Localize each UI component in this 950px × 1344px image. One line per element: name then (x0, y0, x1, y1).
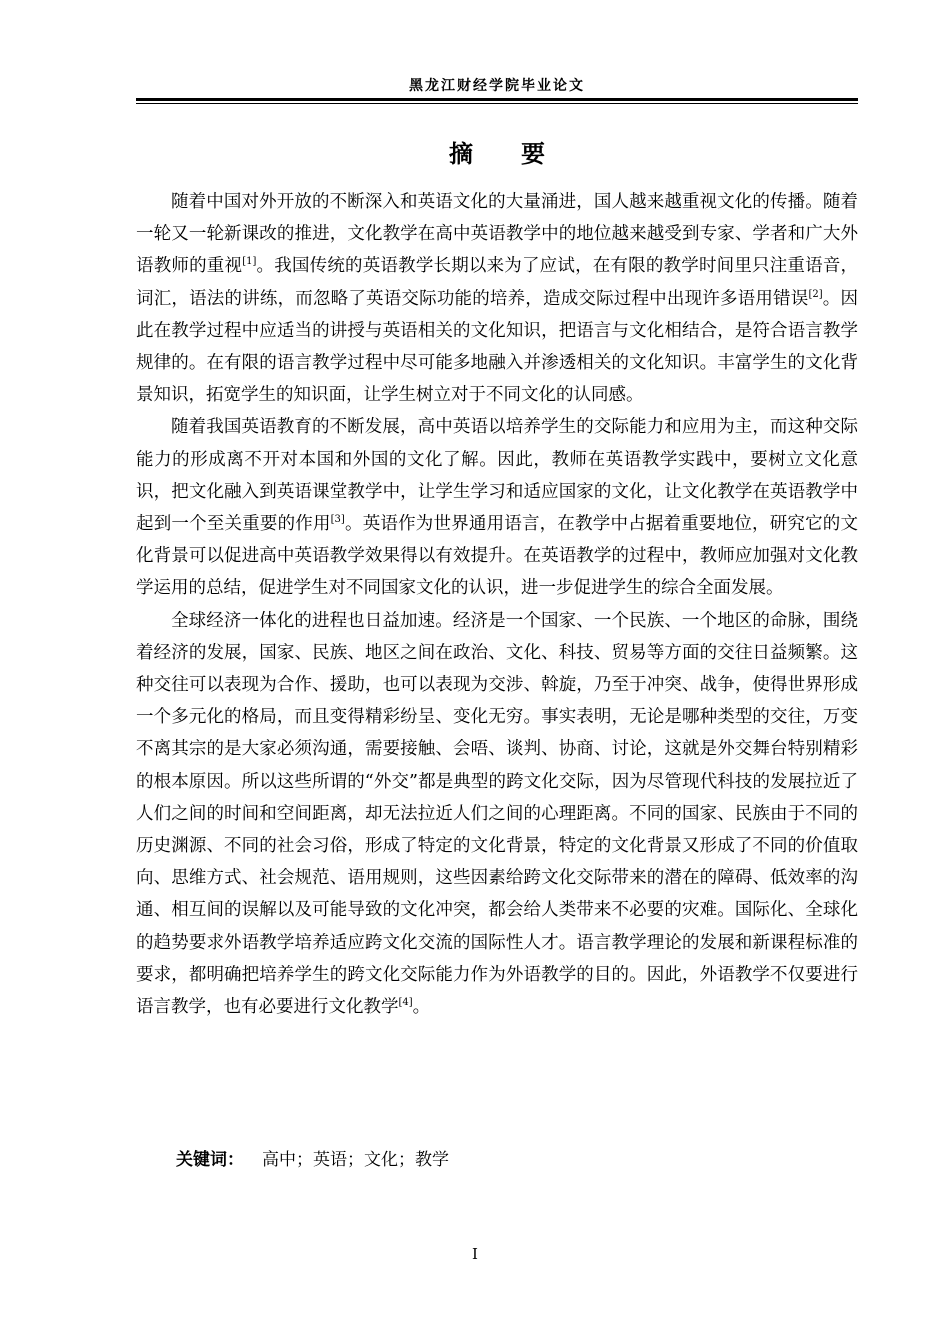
abstract-paragraph (136, 605, 858, 1024)
keyword-separator: ； (398, 1150, 415, 1170)
citation-marker: [4] (398, 997, 413, 1009)
citation-marker: [1] (242, 256, 257, 268)
keywords-line (176, 1146, 449, 1174)
keywords-values (262, 1150, 449, 1170)
abstract-body (136, 186, 858, 1023)
paragraph-text: 随着我国英语教育的不断发展，高中英语以培养学生的交际能力和应用为主，而这种交际能力的形成离不开对本国和外国的文化了解。因此，教师在英语教学实践中，要树立文化意识，把文化融入到英语课堂教学中，让学生学习和适应国家的文化，让文化教学在英语教学中起到一个至关重要的作用 (136, 417, 858, 535)
keyword-item: 文化 (364, 1150, 398, 1170)
keyword-item: 教学 (415, 1150, 449, 1170)
paragraph-text: 。 (412, 997, 431, 1018)
citation-marker: [2] (808, 288, 823, 300)
abstract-title: 摘 要 (449, 139, 545, 168)
paragraph-text: 全球经济一体化的进程也日益加速。经济是一个国家、一个民族、一个地区的命脉，围绕着经济的发展，国家、民族、地区之间在政治、文化、科技、贸易等方面的交往日益频繁。这种交往可以表现为合作、援助，也可以表现为交涉、斡旋，乃至于冲突、战争，使得世界形成一个多元化的格局，而且变得精彩纷呈、变化无穷。事实表明，无论是哪种类型的交往，万变不离其宗的是大家必须沟通，需要接触、会唔、谈判、协商、讨论，这就是外交舞台特别精彩的根本原因。所以这些所谓的“外交”都是典型的跨文化交际，因为尽管现代科技的发展拉近了人们之间的时间和空间距离，却无法拉近人们之间的心理距离。不同的国家、民族由于不同的历史渊源、不同的社会习俗，形成了特定的文化背景，特定的文化背景又形成了不同的价值取向、思维方式、社会规范、语用规则，这些因素给跨文化交际带来的潜在的障碍、低效率的沟通、相互间的误解以及可能导致的文化冲突，都会给人类带来不必要的灾难。国际化、全球化的趋势要求外语教学培养适应跨文化交流的国际性人才。语言教学理论的发展和新课程标准的要求，都明确把培养学生的跨文化交际能力作为外语教学的目的。因此，外语教学不仅要进行语言教学，也有必要进行文化教学 (136, 610, 858, 1018)
header-rule-thin (136, 103, 858, 104)
paragraph-text: 。我国传统的英语教学长期以来为了应试，在有限的教学时间里只注重语音，词汇，语法的讲练，而忽略了英语交际功能的培养，造成交际过程中出现许多语用错误 (136, 256, 859, 309)
keyword-separator: ； (296, 1150, 313, 1170)
citation-marker: [3] (330, 514, 345, 526)
paragraph-text: 。英语作为世界通用语言，在教学中占据着重要地位，研究它的文化背景可以促进高中英语教学效果得以有效提升。在英语教学的过程中，教师应加强对文化教学运用的总结，促进学生对不同国家文化的认识，进一步促进学生的综合全面发展。 (136, 514, 859, 599)
keyword-item: 英语 (313, 1150, 347, 1170)
abstract-paragraph (136, 186, 858, 411)
keyword-separator: ； (347, 1150, 364, 1170)
page-number: I (472, 1245, 478, 1263)
running-header: 黑龙江财经学院毕业论文 (409, 78, 585, 94)
header-rule-thick (136, 98, 858, 101)
paragraph-text: 。因此在教学过程中应适当的讲授与英语相关的文化知识，把语言与文化相结合，是符合语言教学规律的。在有限的语言教学过程中尽可能多地融入并渗透相关的文化知识。丰富学生的文化背景知识，拓宽学生的知识面，让学生树立对于不同文化的认同感。 (136, 288, 859, 406)
keyword-item: 高中 (262, 1150, 296, 1170)
paragraph-text: 随着中国对外开放的不断深入和英语文化的大量涌进，国人越来越重视文化的传播。随着一轮又一轮新课改的推进，文化教学在高中英语教学中的地位越来越受到专家、学者和广大外语教师的重视 (136, 192, 858, 277)
abstract-paragraph (136, 411, 858, 604)
keywords-label: 关键词： (176, 1150, 244, 1170)
